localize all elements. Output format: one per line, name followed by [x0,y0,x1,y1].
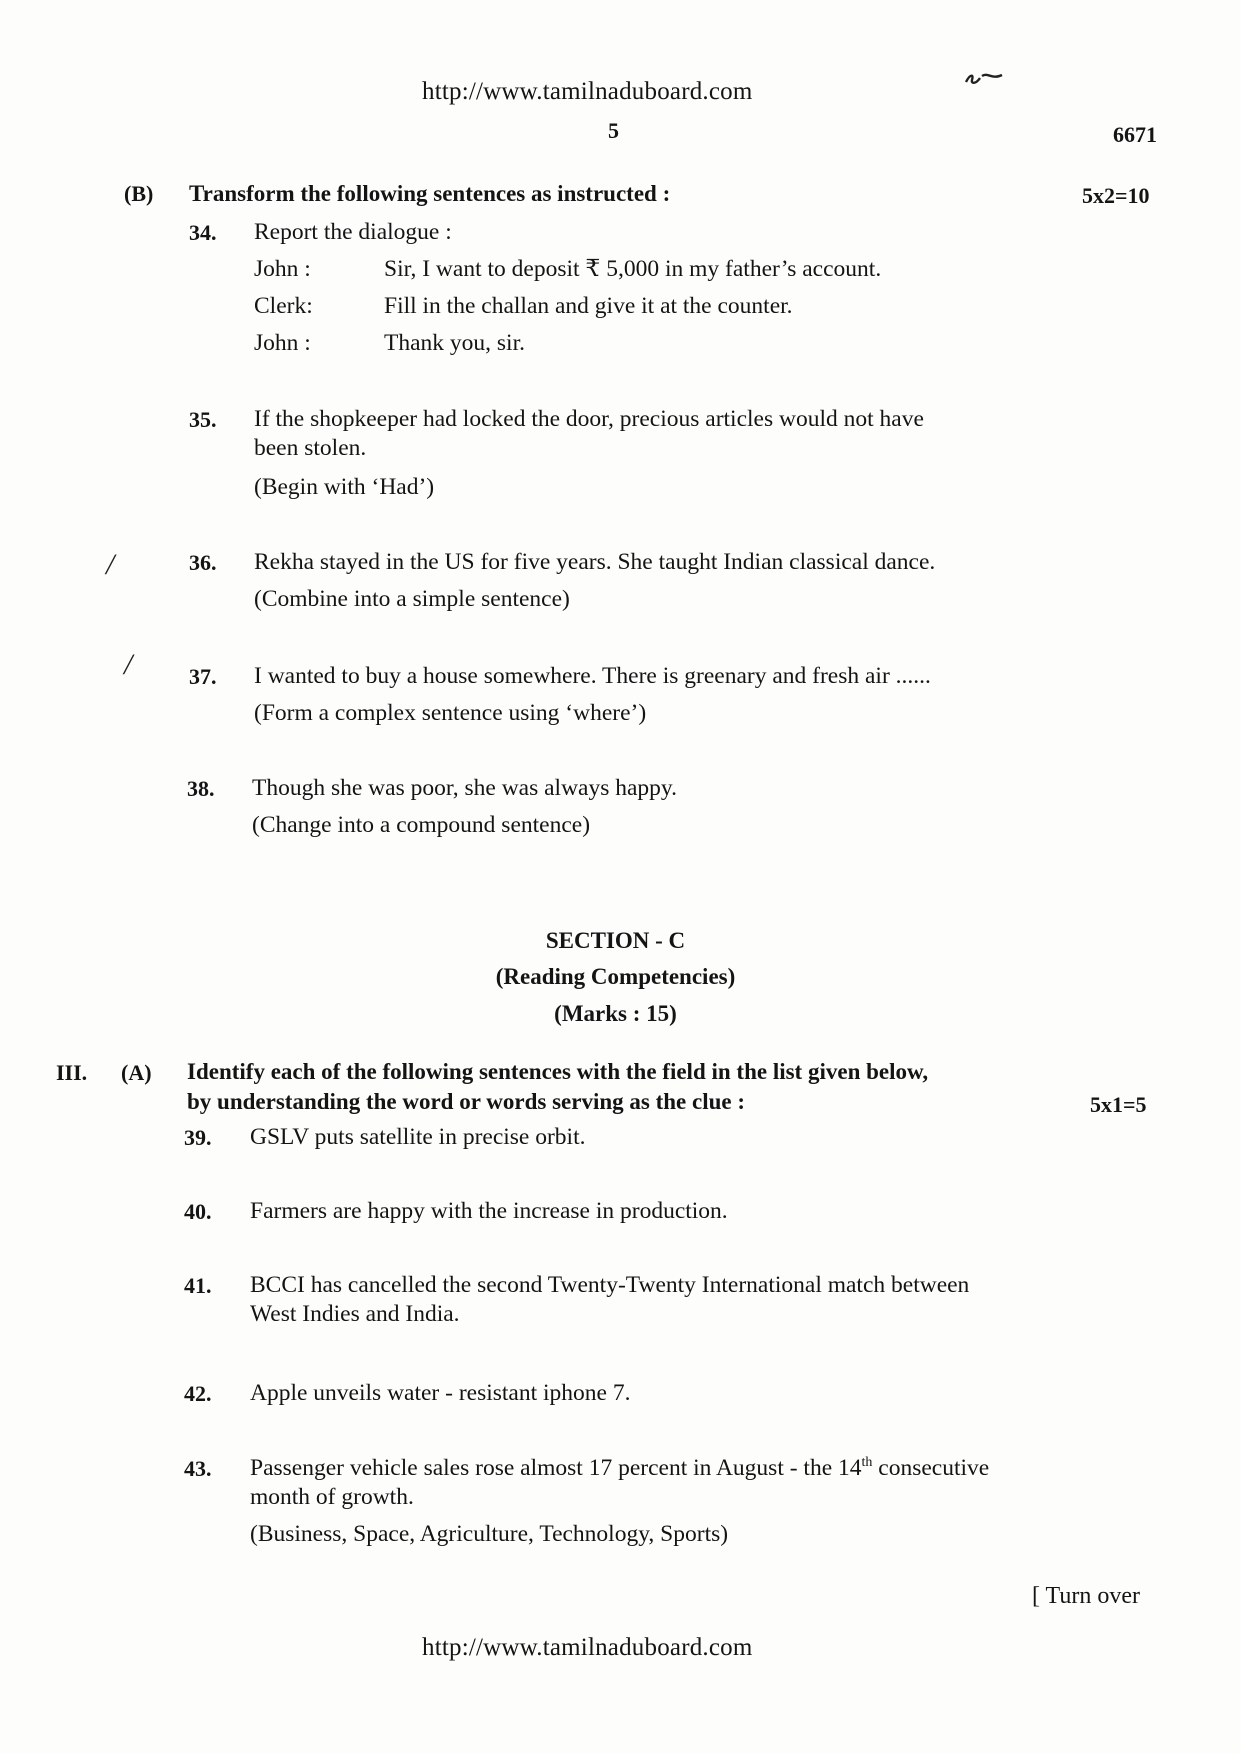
header-url: http://www.tamilnaduboard.com [422,78,753,105]
section-c-heading-wrap [0,928,1241,954]
part-iii-a-marks: 5x1=5 [1090,1092,1147,1117]
question-number-34: 34. [189,220,217,245]
question-42-text: Apple unveils water - resistant iphone 7. [250,1380,631,1406]
part-iii-a-instruction-line2: by understanding the word or words serving as the clue : [187,1089,745,1114]
question-43-line1 [250,1453,989,1483]
question-38-hint: (Change into a compound sentence) [252,812,591,838]
question-39-text: GSLV puts satellite in precise orbit. [250,1124,586,1150]
question-number-40: 40. [184,1199,212,1224]
question-number-43: 43. [184,1456,212,1481]
page-number: 5 [608,118,619,143]
question-41-line1: BCCI has cancelled the second Twenty-Twenty International match between [250,1272,970,1298]
pen-tick-mark-icon: / [106,548,115,581]
section-c-title: SECTION - C [545,928,686,953]
question-43-line2: month of growth. [250,1484,414,1510]
paper-code: 6671 [1113,122,1157,147]
question-number-37: 37. [189,664,217,689]
question-number-35: 35. [189,407,217,432]
part-iii-a-label: (A) [121,1060,152,1085]
question-36-text: Rekha stayed in the US for five years. She taught Indian classical dance. [254,549,936,575]
dialogue-line: Fill in the challan and give it at the counter. [384,293,793,319]
dialogue-speaker: John : [254,256,311,282]
question-number-42: 42. [184,1381,212,1406]
question-number-39: 39. [184,1125,212,1150]
question-37-text: I wanted to buy a house somewhere. There is greenary and fresh air ...... [254,663,931,689]
question-41-line2: West Indies and India. [250,1301,460,1327]
dialogue-line: Thank you, sir. [384,330,525,356]
part-iii-roman: III. [56,1060,88,1085]
question-43-line1-end: consecutive [872,1455,990,1481]
question-38-text: Though she was poor, she was always happy. [252,775,678,801]
question-number-41: 41. [184,1273,212,1298]
pen-tick-mark-icon: / [124,648,133,681]
question-number-38: 38. [187,776,215,801]
footer-url: http://www.tamilnaduboard.com [422,1634,753,1661]
question-34-text: Report the dialogue : [254,219,452,245]
part-b-marks: 5x2=10 [1082,183,1150,208]
turn-over-note: [ Turn over [1032,1583,1141,1609]
question-35-line1: If the shopkeeper had locked the door, precious articles would not have [254,406,924,432]
section-c-marks: (Marks : 15) [554,1001,677,1026]
part-b-instruction: Transform the following sentences as instructed : [189,181,671,206]
dialogue-speaker: John : [254,330,311,356]
question-number-36: 36. [189,550,217,575]
question-40-text: Farmers are happy with the increase in production. [250,1198,728,1224]
dialogue-line: Sir, I want to deposit ₹ 5,000 in my father’s account. [384,256,882,282]
handwritten-mark-icon [962,70,1008,88]
ordinal-suffix: th [861,1455,873,1471]
field-options-list: (Business, Space, Agriculture, Technology, Sports) [250,1521,729,1547]
question-35-hint: (Begin with ‘Had’) [254,474,435,500]
question-35-line2: been stolen. [254,435,367,461]
section-c-subtitle: (Reading Competencies) [495,964,736,989]
part-iii-a-instruction-line1: Identify each of the following sentences with the field in the list given below, [187,1059,929,1084]
part-b-label: (B) [124,181,154,206]
question-36-hint: (Combine into a simple sentence) [254,586,570,612]
question-43-line1-text: Passenger vehicle sales rose almost 17 percent in August - the 14 [250,1455,862,1481]
dialogue-speaker: Clerk: [254,293,313,319]
question-37-hint: (Form a complex sentence using ‘where’) [254,700,647,726]
